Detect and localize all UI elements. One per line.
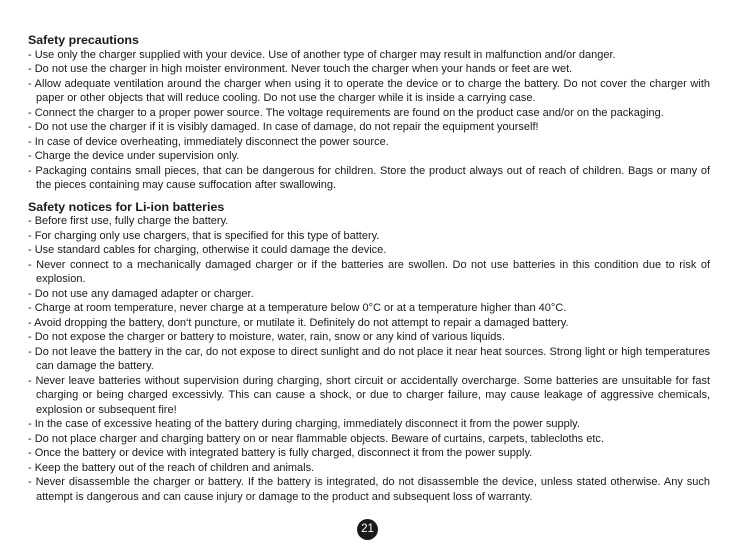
list-item: - Allow adequate ventilation around the charger when using it to operate the device or to charge the battery. Do not cover the charger with paper or other objects that will reduce cooling. Do not use the charger while it is inside a carrying case. bbox=[28, 77, 710, 104]
list-item: - For charging only use chargers, that is specified for this type of battery. bbox=[28, 229, 380, 242]
manual-page bbox=[28, 33, 710, 504]
list-item: - Avoid dropping the battery, don‘t puncture, or mutilate it. Definitely do not attempt to repair a damaged battery. bbox=[28, 316, 569, 329]
list-item: - Do not use the charger in high moister environment. Never touch the charger when your hands or feet are wet. bbox=[28, 63, 573, 75]
list-item: - Use only the charger supplied with your device. Use of another type of charger may result in malfunction and/or danger. bbox=[28, 48, 616, 61]
section-title-safety-precautions: Safety precautions bbox=[28, 33, 139, 47]
list-item: - Do not leave the battery in the car, do not expose to direct sunlight and do not place it near heat sources. Strong light or high temperatures can damage the battery. bbox=[28, 345, 710, 372]
safety-precautions-list bbox=[28, 48, 710, 193]
list-item: - Use standard cables for charging, otherwise it could damage the device. bbox=[28, 244, 387, 256]
list-item: - Do not use any damaged adapter or charger. bbox=[28, 287, 254, 300]
list-item: - Before first use, fully charge the battery. bbox=[28, 215, 229, 227]
section-title-li-ion-batteries: Safety notices for Li-ion batteries bbox=[28, 199, 225, 214]
list-item: - In the case of excessive heating of the battery during charging, immediately disconnect it from the power supply. bbox=[28, 418, 580, 430]
page-number-badge: 21 bbox=[357, 519, 378, 540]
list-item: - Once the battery or device with integrated battery is fully charged, disconnect it from the power supply. bbox=[28, 447, 533, 459]
list-item: - Never disassemble the charger or battery. If the battery is integrated, do not disassemble the device, unless stated otherwise. Any such attempt is dangerous and can cause injury or damage to the product and subsequent loss of warranty. bbox=[28, 476, 710, 503]
list-item: - Never connect to a mechanically damaged charger or if the batteries are swollen. Do not use batteries in this condition due to risk of explosion. bbox=[28, 258, 710, 285]
list-item: - Never leave batteries without supervision during charging, short circuit or accidentally overcharge. Some batteries are unsuitable for fast charging or being charged excessivly. This can cause a shock, or due to charger failure, may cause leakage of aggressive chemicals, explosion or subsequent fire! bbox=[28, 374, 710, 416]
list-item: - Packaging contains small pieces, that can be dangerous for children. Store the product always out of reach of children. Bags or many of the pieces containing may cause suffocation after swallowing. bbox=[28, 164, 710, 191]
li-ion-notices-list bbox=[28, 214, 710, 504]
list-item: - Do not use the charger if it is visibly damaged. In case of damage, do not repair the equipment yourself! bbox=[28, 121, 539, 133]
list-item: - Keep the battery out of the reach of children and animals. bbox=[28, 461, 315, 474]
list-item: - Connect the charger to a proper power source. The voltage requirements are found on the product case and/or on the packaging. bbox=[28, 106, 664, 119]
list-item: - Do not place charger and charging battery on or near flammable objects. Beware of curtains, carpets, tablecloths etc. bbox=[28, 432, 604, 445]
list-item: - Charge the device under supervision only. bbox=[28, 150, 240, 162]
list-item: - In case of device overheating, immediately disconnect the power source. bbox=[28, 135, 389, 148]
list-item: - Do not expose the charger or battery to moisture, water, rain, snow or any kind of various liquids. bbox=[28, 331, 505, 343]
list-item: - Charge at room temperature, never charge at a temperature below 0°C or at a temperature higher than 40°C. bbox=[28, 302, 567, 314]
